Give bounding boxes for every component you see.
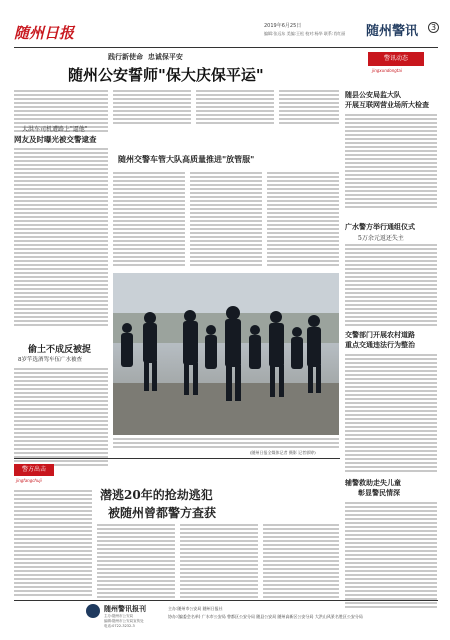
bottom-body-left xyxy=(14,490,92,596)
center-body2 xyxy=(190,172,262,266)
center-body1 xyxy=(113,172,185,266)
right-body4 xyxy=(345,502,437,608)
right-mid1-sub: 5万余元返还失主 xyxy=(358,235,404,242)
brand-badge: 警讯动态 xyxy=(368,52,424,66)
right-mid2-headline1: 交警部门开展农村道路 xyxy=(345,330,415,339)
footer-left-line-3: 电话:0722-3232-3 xyxy=(104,624,135,628)
page-number: 3 xyxy=(428,22,439,33)
footer-right-line-2: 协办:(编委会名单) 广水市公安局 曾都区公安分局 随县公安局 随州高新区公安分局 大洪山风景名胜区公安分局 xyxy=(168,614,363,619)
section-title: 随州警讯 xyxy=(366,24,419,39)
left-story2-headline: 偷土不成反被捉 xyxy=(28,345,92,355)
footer-left-line-1: 主办:随州市公安局 xyxy=(104,614,134,618)
bottom-body-c3 xyxy=(263,524,339,598)
bottom-headline1: 潜逃20年的抢劫逃犯 xyxy=(100,488,213,502)
section-label-sub: jingfangchuji xyxy=(16,478,42,483)
section-divider xyxy=(14,458,340,459)
section-label: 警方出击 xyxy=(14,464,54,476)
bottom-body-c1 xyxy=(97,524,175,598)
footer-publisher: 随州警讯报刊 xyxy=(104,604,146,613)
right-mid3-headline1: 辅警救助走失儿童 xyxy=(345,478,401,487)
footer-logo xyxy=(86,604,100,618)
lead-headline: 随州公安誓师"保大庆保平运" xyxy=(68,66,264,84)
right-headline1: 随县公安局监大队 xyxy=(345,90,401,99)
footer-right-line-1: 主办:随州市公安局 随州日报社 xyxy=(168,606,223,611)
bottom-body-c2 xyxy=(180,524,258,598)
center-body3 xyxy=(267,172,339,266)
paper-name: 随州日报 xyxy=(14,24,75,42)
right-body2 xyxy=(345,244,437,326)
police-parade-illustration xyxy=(113,273,339,435)
lead-body-mid1 xyxy=(113,90,191,124)
right-mid2-headline2: 重点交通违法行为整治 xyxy=(345,340,415,349)
lead-body-mid3 xyxy=(279,90,339,124)
right-headline2: 开展互联网营业场所大检查 xyxy=(345,100,429,109)
footer-left-line-2: 编辑:随州市公安局宣传处 xyxy=(104,619,144,623)
footer-rule xyxy=(14,600,438,601)
photo-caption: (随州日报全媒体记者 摄影 记者郭婷) xyxy=(250,450,316,455)
bottom-headline2: 被随州曾都警方查获 xyxy=(108,506,217,520)
photo-caption-lines xyxy=(113,438,339,448)
right-body3 xyxy=(345,354,437,472)
date-line: 2019年6月25日 xyxy=(264,23,302,29)
lead-body-mid2 xyxy=(196,90,274,124)
lead-kicker: 践行新使命 忠诚保平安 xyxy=(108,52,183,61)
left-story2-sub: 8岁竿选酒驾车伍广水被查 xyxy=(18,357,83,363)
edition-line: 编辑:张远东 美编:王松 校对:杨华 联系:肖红丽 xyxy=(264,31,346,36)
right-mid1-headline: 广水警方举行通组仪式 xyxy=(345,222,415,231)
left-story1-body xyxy=(14,148,108,326)
brand-sub: jingxundongtai xyxy=(372,68,402,73)
center-headline: 随州交警车管大队高质量推进"放管服" xyxy=(118,154,255,164)
left-story1-kicker: 大洪车司机遭路上"逼他" xyxy=(22,126,88,133)
masthead xyxy=(14,20,438,48)
left-story2-body xyxy=(14,368,108,466)
police-parade-photo xyxy=(113,273,339,435)
right-body1 xyxy=(345,114,437,208)
left-story1-headline: 网友及时曝光被交警逮查 xyxy=(14,135,97,144)
right-mid3-headline2: 彰显警民情深 xyxy=(358,488,400,497)
